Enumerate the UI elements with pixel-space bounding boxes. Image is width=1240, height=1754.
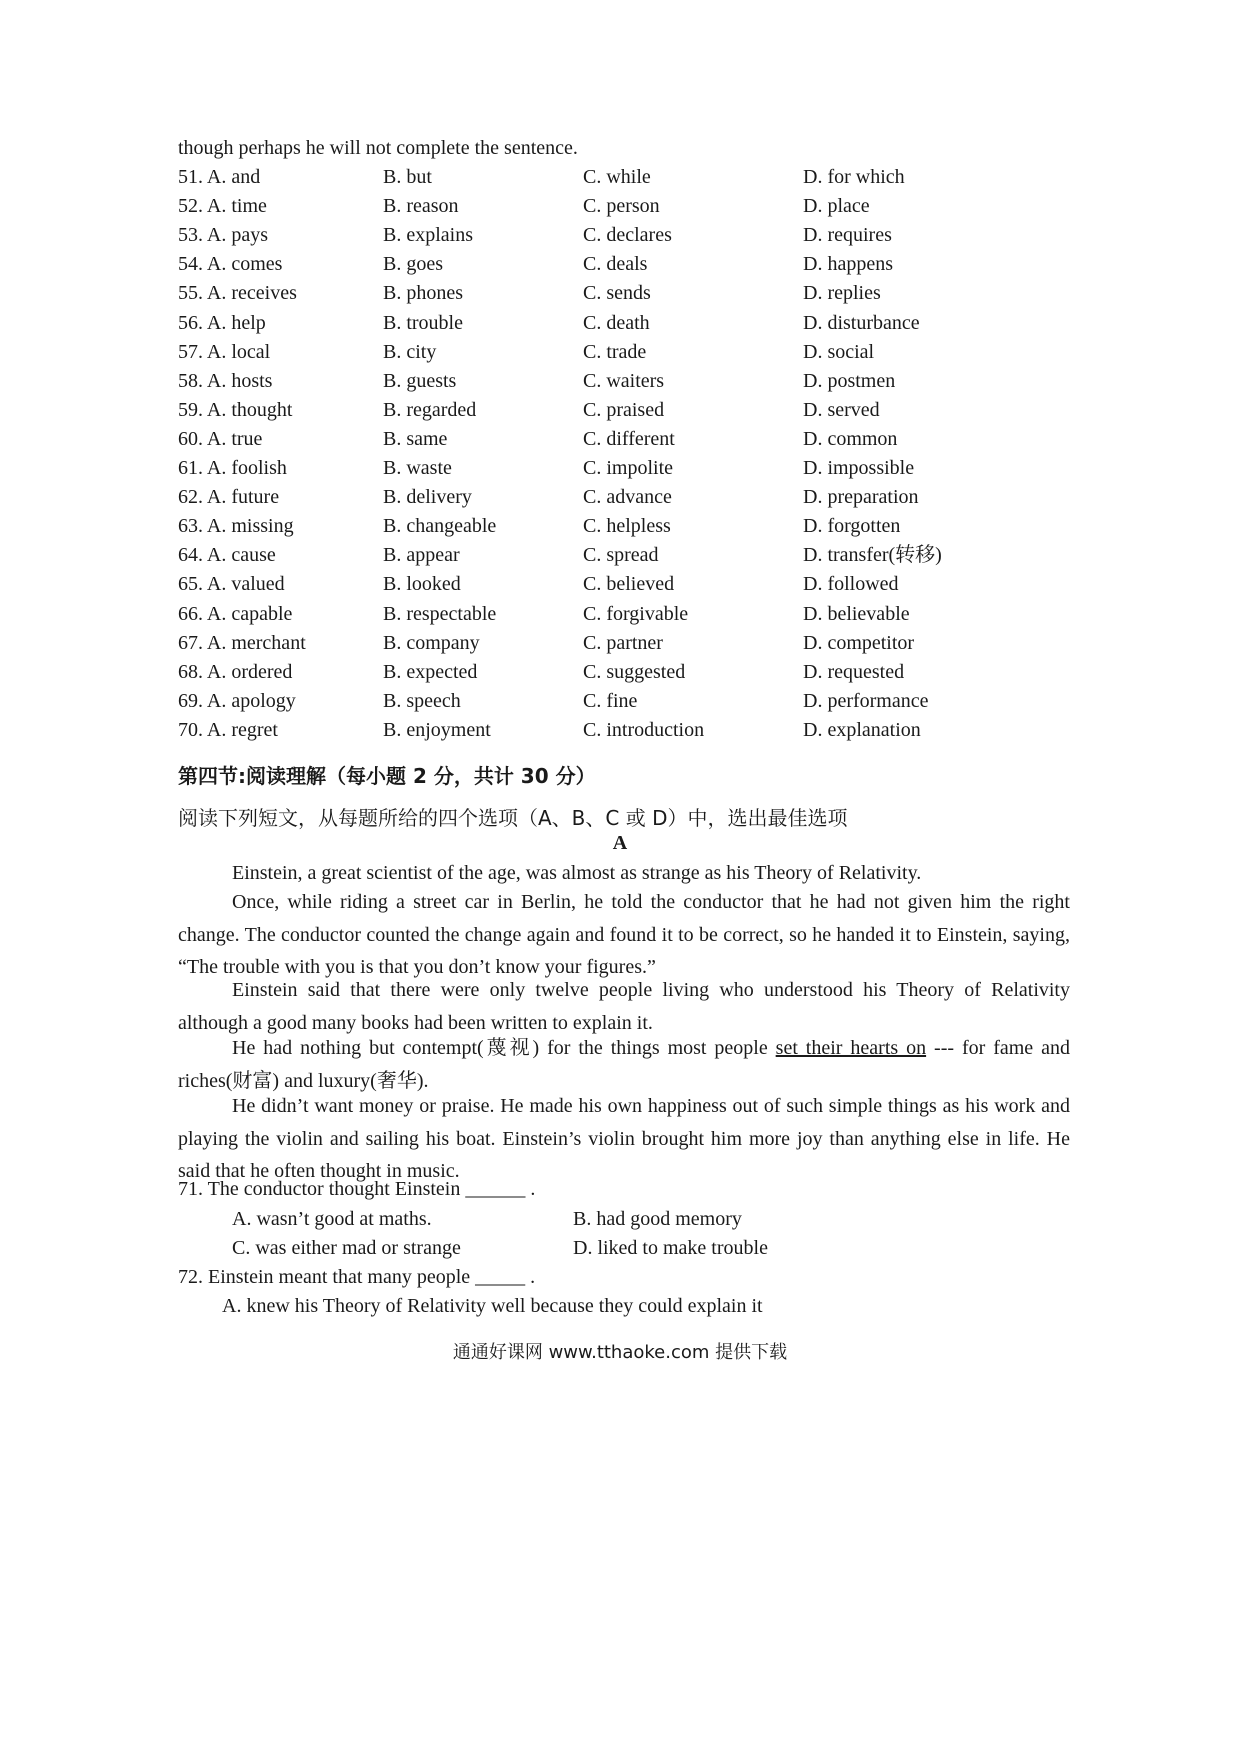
option-d: D. competitor [803,631,915,654]
option-b: B. enjoyment [383,718,491,741]
passage-label: A [612,832,628,854]
option-a: 61. A. foolish [178,457,287,479]
option-d: D. transfer(转移) [803,544,942,567]
underlined-phrase: set their hearts on [775,1037,927,1059]
option-d: D. impossible [803,457,915,479]
option-b: B. trouble [383,311,463,334]
option-d: D. preparation [803,486,919,509]
option-d: D. common [803,427,898,450]
option-c: C. introduction [583,718,705,741]
option-c: C. praised [583,398,665,421]
option-d: D. performance [803,689,929,712]
option-a: 69. A. apology [178,689,296,712]
option-b: B. explains [383,224,473,247]
option-b: B. regarded [383,398,477,421]
option-b: B. changeable [383,515,497,538]
option-c: C. believed [583,573,675,596]
paragraph-2: Once, while riding a street car in Berlin, he told the conductor that he had not given him the right change. The conductor counted the change again and found it to be correct, so he handed it to Einstein, saying, “The trouble with you is that you don’t know your figures.” [178,891,1070,979]
option-d: D. explanation [803,718,921,741]
option-a: 67. A. merchant [178,631,306,654]
instruction-text: 阅读下列短文，从每题所给的四个选项（A、B、C 或 D）中，选出最佳选项 [178,806,848,830]
option-c: C. trade [583,340,647,363]
option-d: D. for which [803,166,905,188]
section-heading: 第四节:阅读理解（每小题 2 分，共计 30 分） [178,764,596,788]
option-c: C. declares [583,224,672,247]
option-c: C. deals [583,253,648,276]
option-b: B. delivery [383,486,472,509]
option-d: D. served [803,398,880,421]
paragraph-4-start: He had nothing but contempt(蔑视) for the things most people [232,1037,776,1059]
option-a: 68. A. ordered [178,660,293,683]
option-b: B. but [383,166,432,188]
option-b: B. appear [383,544,460,567]
option-b: B. respectable [383,602,497,625]
option-d: D. forgotten [803,515,901,538]
option-b: B. phones [383,282,463,305]
option-a: 57. A. local [178,340,271,363]
option-b: B. looked [383,573,461,596]
option-c: C. suggested [583,660,686,683]
option-a: 58. A. hosts [178,369,273,392]
paragraph-5: He didn’t want money or praise. He made his own happiness out of such simple things as his work and playing the violin and sailing his boat. Einstein’s violin brought him more joy than anything else in life. He said that he often thought in music. [178,1095,1070,1183]
question-72-option-a: A. knew his Theory of Relativity well because they could explain it [222,1295,763,1317]
option-b: B. city [383,340,437,363]
option-a: 70. A. regret [178,718,278,741]
option-b: B. speech [383,689,461,712]
paragraph-1: Einstein, a great scientist of the age, was almost as strange as his Theory of Relativity. [232,862,922,884]
option-a: 60. A. true [178,427,263,450]
question-71-option-b: B. had good memory [573,1208,742,1230]
option-b: B. expected [383,660,478,683]
option-c: C. death [583,311,650,334]
intro-line: though perhaps he will not complete the sentence. [178,137,578,159]
option-a: 64. A. cause [178,544,276,567]
option-a: 63. A. missing [178,515,294,538]
option-a: 54. A. comes [178,253,283,276]
option-c: C. helpless [583,515,671,538]
question-71-stem: 71. The conductor thought Einstein ______ . [178,1178,536,1200]
option-a: 62. A. future [178,486,280,509]
option-a: 55. A. receives [178,282,297,305]
option-c: C. forgivable [583,602,689,625]
option-c: C. while [583,166,651,188]
option-c: C. waiters [583,369,665,392]
option-d: D. place [803,195,870,218]
paragraph-4 [178,1032,1070,1097]
option-d: D. requires [803,224,892,247]
option-d: D. replies [803,282,881,305]
question-71-option-c: C. was either mad or strange [232,1237,461,1259]
option-d: D. followed [803,573,899,596]
option-a: 65. A. valued [178,573,285,596]
page-footer: 通通好课网 www.tthaoke.com 提供下载 [452,1342,788,1363]
option-d: D. requested [803,660,905,683]
option-d: D. happens [803,253,893,276]
option-a: 66. A. capable [178,602,293,625]
option-a: 51. A. and [178,166,261,188]
option-d: D. postmen [803,369,896,392]
paragraph-3: Einstein said that there were only twelve people living who understood his Theory of Relativity although a good many books had been written to explain it. [178,979,1070,1034]
option-b: B. company [383,631,480,654]
question-72-stem: 72. Einstein meant that many people _____ . [178,1266,536,1288]
option-a: 52. A. time [178,195,267,218]
option-d: D. social [803,340,875,363]
option-c: C. person [583,195,660,218]
option-a: 53. A. pays [178,224,268,247]
option-c: C. different [583,427,675,450]
option-c: C. impolite [583,457,673,479]
option-c: C. spread [583,544,659,567]
question-71-option-a: A. wasn’t good at maths. [232,1208,432,1230]
option-d: D. disturbance [803,311,920,334]
option-a: 56. A. help [178,311,266,334]
option-b: B. same [383,427,448,450]
option-c: C. partner [583,631,663,654]
option-b: B. goes [383,253,443,276]
paragraph-4-end: --- for fame and riches(财富) and luxury(奢华). [178,1037,1070,1092]
option-d: D. believable [803,602,910,625]
option-c: C. fine [583,689,638,712]
option-c: C. sends [583,282,651,305]
option-b: B. reason [383,195,459,218]
option-b: B. guests [383,369,457,392]
option-a: 59. A. thought [178,398,293,421]
option-c: C. advance [583,486,672,509]
option-b: B. waste [383,457,452,479]
question-71-option-d: D. liked to make trouble [573,1237,768,1259]
